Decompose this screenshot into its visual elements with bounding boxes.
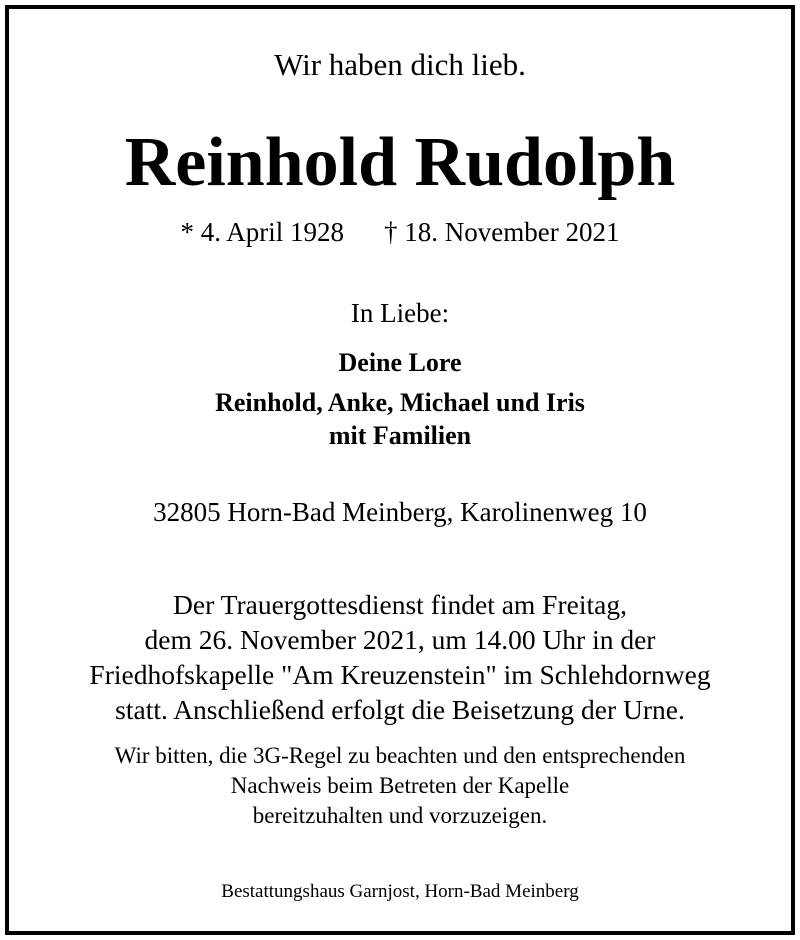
address: 32805 Horn-Bad Meinberg, Karolinenweg 10 — [153, 497, 647, 527]
service-text-line: Friedhofskapelle "Am Kreuzenstein" im Schlehdornweg — [89, 659, 711, 690]
service-text-line: Der Trauergottesdienst findet am Freitag, — [173, 589, 627, 620]
family-line: Deine Lore — [338, 348, 462, 377]
family-line: mit Familien — [328, 421, 472, 450]
deceased-name: Reinhold Rudolph — [124, 124, 676, 201]
birth-date: * 4. April 1928 — [180, 217, 345, 247]
family-line: Reinhold, Anke, Michael und Iris — [215, 388, 585, 417]
life-dates — [9, 217, 791, 248]
death-date: † 18. November 2021 — [384, 217, 620, 247]
service-text-line: dem 26. November 2021, um 14.00 Uhr in der — [144, 624, 656, 655]
covid-note-line: Nachweis beim Betreten der Kapelle — [230, 773, 570, 798]
funeral-home: Bestattungshaus Garnjost, Horn-Bad Meinberg — [221, 881, 579, 902]
covid-note-line: bereitzuhalten und vorzuzeigen. — [252, 803, 548, 828]
motto: Wir haben dich lieb. — [274, 47, 526, 82]
in-love-label: In Liebe: — [350, 298, 450, 328]
covid-note-line: Wir bitten, die 3G-Regel zu beachten und den entsprechenden — [114, 743, 686, 768]
obituary-frame — [5, 5, 795, 935]
service-text-line: statt. Anschließend erfolgt die Beisetzung der Urne. — [115, 694, 685, 725]
